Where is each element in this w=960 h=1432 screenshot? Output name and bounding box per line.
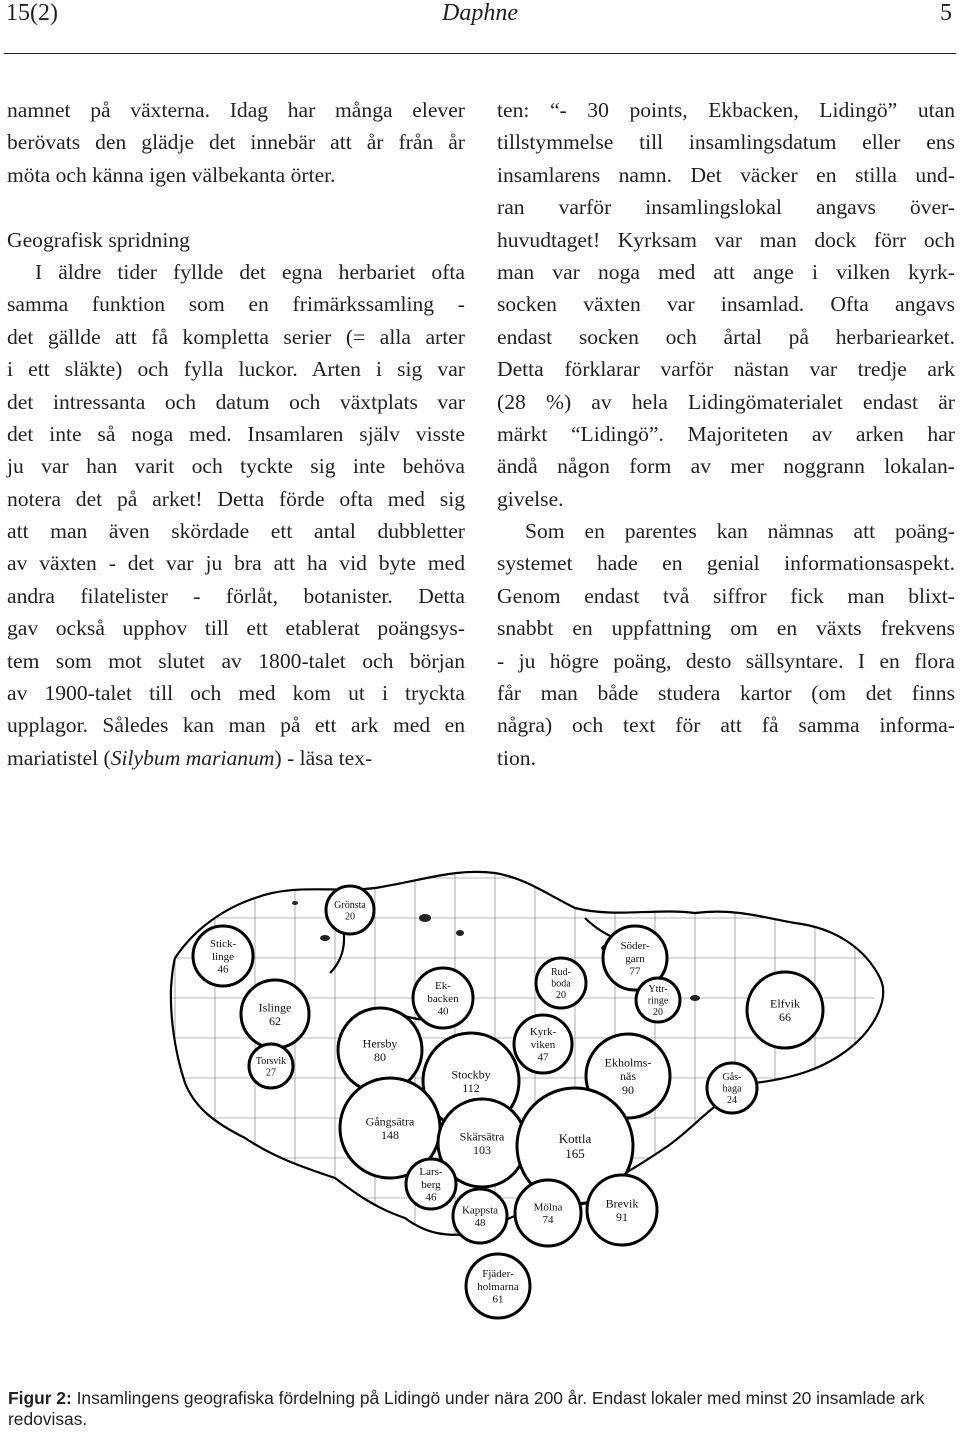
text-line: Som en parentes kan nämnas att poäng-	[525, 519, 955, 544]
locality-name: Söder-	[620, 940, 650, 953]
journal-title: Daphne	[442, 0, 518, 26]
locality-bubble	[249, 1044, 293, 1088]
left-column	[7, 94, 465, 774]
locality-name: Lars-	[419, 1166, 443, 1179]
text-line: ran varför insamlingslokal angavs över-	[497, 195, 955, 220]
locality-bubble	[406, 1159, 456, 1209]
right-paragraph-2	[497, 515, 955, 774]
locality-bubble	[707, 1063, 757, 1113]
text-line: får man både studera kartor (om det finns	[497, 681, 955, 706]
locality-count: 20	[653, 1007, 663, 1018]
locality-count: 20	[556, 990, 566, 1001]
last-line-start: mariatistel (	[7, 745, 111, 770]
header-rule	[4, 53, 956, 54]
locality-name: haga	[722, 1083, 742, 1095]
locality-count: 48	[474, 1217, 486, 1230]
locality-bubble	[536, 958, 586, 1008]
text-line: tillstymmelse till insamlingsdatum eller ens	[497, 130, 955, 155]
locality-bubble	[241, 980, 309, 1048]
locality-bubble	[193, 926, 253, 986]
last-line-end: ) - läsa tex-	[274, 745, 373, 770]
running-header	[0, 0, 960, 56]
locality-bubble	[515, 1180, 581, 1246]
figure-caption	[8, 1388, 954, 1430]
locality-name: Stick-	[209, 938, 237, 951]
left-paragraph-1	[7, 94, 465, 191]
text-line: (28 %) av hela Lidingömaterialet endast är	[497, 389, 955, 414]
right-column	[497, 94, 955, 774]
locality-name: ringe	[647, 995, 669, 1007]
section-heading: Geografisk spridning	[7, 227, 190, 252]
locality-name: backen	[427, 992, 459, 1005]
locality-bubble	[453, 1189, 507, 1243]
text-line: huvudtaget! Kyrksam var man dock förr och	[497, 227, 955, 252]
text-line: Detta förklarar varför nästan var tredje ark	[497, 357, 955, 382]
text-line: av 1900-talet till och med kom ut i tryckta	[7, 681, 465, 706]
species-name: Silybum marianum	[110, 745, 275, 770]
text-line: tion.	[497, 745, 536, 770]
locality-name: Rud-	[551, 967, 571, 978]
locality-count: 46	[425, 1191, 437, 1204]
text-line: givelse.	[497, 486, 564, 511]
locality-count: 77	[629, 965, 641, 978]
text-line: att man även skördade ett antal dubbletter	[7, 519, 465, 544]
text-line: Genom endast två siffror fick man blixt-	[497, 583, 955, 608]
text-line: samma funktion som en frimärkssamling -	[7, 292, 465, 317]
locality-count: 24	[727, 1095, 737, 1106]
locality-name: Kappsta	[461, 1204, 499, 1217]
locality-name: boda	[551, 978, 571, 990]
text-line: man var noga med att ange i vilken kyrk-	[497, 259, 955, 284]
locality-count: 80	[374, 1050, 386, 1065]
locality-count: 103	[473, 1143, 491, 1158]
paragraph-gap	[7, 191, 465, 223]
caption-label: Figur 2:	[8, 1388, 72, 1408]
locality-name: Skärsätra	[459, 1129, 505, 1144]
locality-name: berg	[421, 1178, 441, 1191]
locality-name: garn	[625, 952, 645, 965]
locality-count: 91	[616, 1210, 628, 1225]
locality-count: 47	[537, 1051, 549, 1064]
locality-name: Hersby	[362, 1036, 398, 1051]
text-line: socken växten var insamlad. Ofta angavs	[497, 292, 955, 317]
text-line: insamlarens namn. Det väcker en stilla und-	[497, 162, 955, 187]
locality-name: Elfvik	[770, 996, 800, 1011]
text-line: ändå någon form av mer noggrann lokalan-	[497, 454, 955, 479]
locality-name: Kottla	[558, 1131, 592, 1147]
locality-name: Grönsta	[334, 899, 366, 911]
locality-bubble	[747, 972, 823, 1048]
locality-count: 90	[622, 1083, 634, 1097]
text-line: ten: “- 30 points, Ekbacken, Lidingö” utan	[497, 98, 955, 122]
lidingo-map	[135, 838, 895, 1323]
locality-name: Ek-	[435, 980, 451, 993]
locality-count: 74	[542, 1214, 554, 1227]
text-line: systemet hade en genial informationsaspekt.	[497, 551, 955, 576]
locality-bubble	[514, 1015, 572, 1073]
right-paragraph-1	[497, 94, 955, 515]
text-line: tem som mot slutet av 1800-talet och början	[7, 648, 465, 673]
text-line: märkt “Lidingö”. Majoriteten av arken har	[497, 421, 955, 446]
text-line: det gällde att få kompletta serier (= alla arter	[7, 324, 465, 349]
locality-count: 66	[779, 1010, 791, 1025]
left-last-line	[7, 742, 465, 774]
text-line: möta och känna igen välbekanta örter.	[7, 162, 336, 187]
locality-name: Fjäder-	[482, 1268, 514, 1281]
left-paragraph-2	[7, 256, 465, 742]
text-line: berövats den glädje det innebär att år från år	[7, 130, 465, 155]
locality-count: 165	[565, 1146, 585, 1162]
page-number: 5	[940, 0, 952, 26]
locality-name: holmarna	[477, 1280, 519, 1293]
locality-bubble	[326, 886, 374, 934]
locality-count: 27	[266, 1067, 276, 1079]
locality-name: viken	[530, 1038, 556, 1051]
text-line: andra filatelister - förlåt, botanister. Detta	[7, 583, 465, 608]
text-line: några) och text för att få samma informa-	[497, 713, 955, 738]
locality-bubble	[587, 1175, 657, 1245]
locality-bubble	[636, 978, 680, 1022]
locality-name: linge	[212, 950, 234, 963]
text-line: av växten - det var ju bra att ha vid byte med	[7, 551, 465, 576]
locality-name: Stockby	[451, 1067, 491, 1082]
text-line: endast socken och årtal på herbariearket.	[497, 324, 955, 349]
locality-count: 46	[217, 963, 229, 976]
text-line: - ju högre poäng, desto sällsyntare. I en flora	[497, 648, 955, 673]
locality-bubble	[466, 1254, 530, 1318]
text-line: i ett släkte) och fylla luckor. Arten i sig var	[7, 357, 465, 382]
locality-count: 62	[269, 1014, 281, 1029]
locality-count: 61	[492, 1293, 504, 1306]
text-line: det intressanta och datum och växtplats var	[7, 389, 465, 414]
text-line: namnet på växterna. Idag har många elever	[7, 98, 465, 122]
locality-count: 112	[462, 1081, 480, 1096]
locality-name: Yttr-	[648, 984, 668, 995]
issue-number: 15(2)	[6, 0, 58, 26]
locality-name: Torsvik	[255, 1055, 287, 1067]
text-line: gav också upphov till ett etablerat poängsys-	[7, 616, 465, 641]
caption-text: Insamlingens geografiska fördelning på Lidingö under nära 200 år. Endast lokaler med minst 20 insamlade ark redovisas.	[8, 1388, 925, 1429]
locality-bubble	[413, 968, 473, 1028]
locality-count: 20	[345, 911, 355, 923]
locality-name: Kyrk-	[529, 1026, 557, 1039]
text-line: det inte så noga med. Insamlaren själv visste	[7, 421, 465, 446]
locality-name: Gångsätra	[365, 1114, 415, 1129]
locality-count: 40	[437, 1005, 449, 1018]
locality-name: näs	[620, 1069, 636, 1084]
text-line: notera det på arket! Detta förde ofta med sig	[7, 486, 465, 511]
text-line: ju var han varit och tyckte sig inte behöva	[7, 454, 465, 479]
text-line: upplagor. Således kan man på ett ark med en	[7, 713, 465, 738]
locality-name: Ekholms-	[604, 1055, 652, 1070]
text-line: I äldre tider fyllde det egna herbariet ofta	[35, 259, 465, 284]
text-line: snabbt en uppfattning om en växts frekvens	[497, 616, 955, 641]
locality-count: 148	[381, 1128, 399, 1143]
locality-name: Mölna	[533, 1201, 563, 1214]
locality-name: Gås-	[722, 1072, 742, 1083]
locality-name: Brevik	[605, 1196, 639, 1211]
locality-name: Islinge	[258, 1000, 292, 1015]
